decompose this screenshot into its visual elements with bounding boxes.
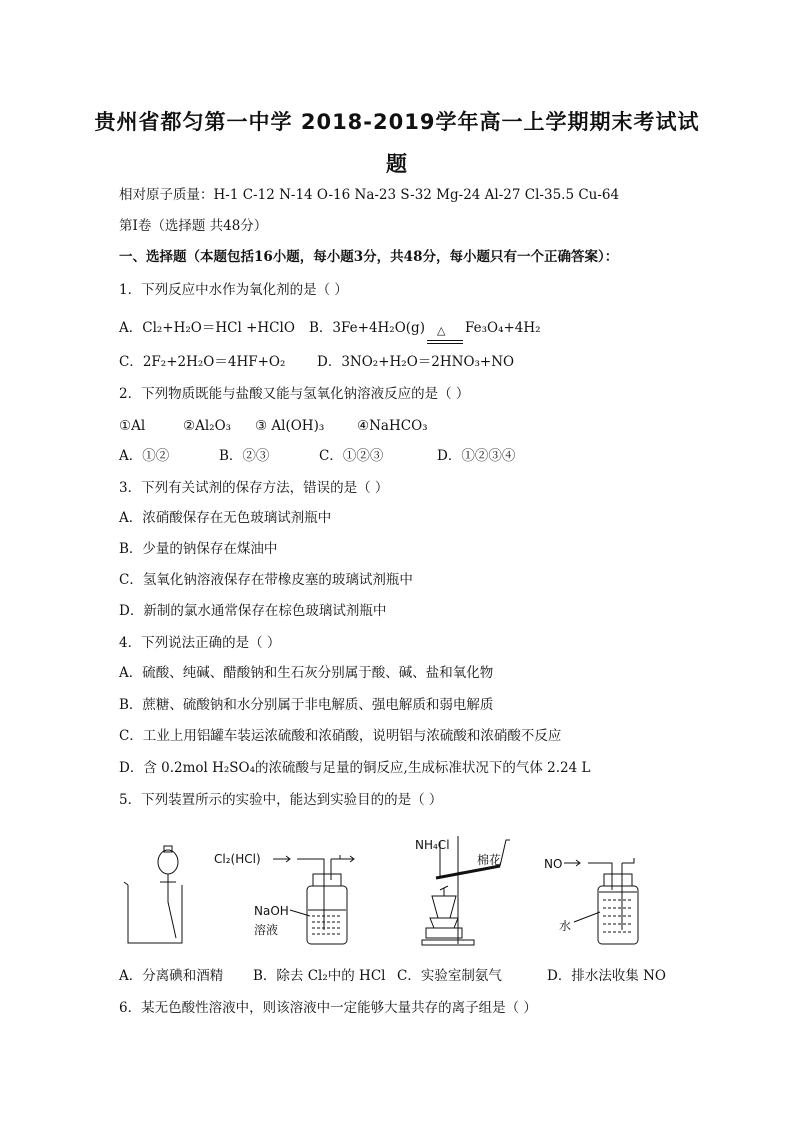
heat-symbol: △ xyxy=(436,324,446,337)
q3-option-b: B．少量的钠保存在煤油中 xyxy=(119,541,278,557)
q3-option-a: A．浓硝酸保存在无色玻璃试剂瓶中 xyxy=(119,510,332,526)
q2-item: ④NaHCO₃ xyxy=(357,418,428,434)
q5-option-a: A．分离碘和酒精 xyxy=(119,968,224,984)
q5-option-d: D．排水法收集 NO xyxy=(547,968,666,984)
page-title: 贵州省都匀第一中学 2018-2019学年高一上学期期末考试试 xyxy=(94,110,700,134)
question-1-stem: 1．下列反应中水作为氧化剂的是（ ） xyxy=(119,282,348,298)
q1-option-b xyxy=(309,319,541,337)
page-title-continued: 题 xyxy=(386,152,408,176)
q4-option-d: D．含 0.2mol H₂SO₄的浓硫酸与足量的铜反应,生成标准状况下的气体 2.24 L xyxy=(119,760,591,776)
q2-item: ③ Al(OH)₃ xyxy=(255,418,325,434)
q2-option-c: C．①②③ xyxy=(319,448,384,464)
question-2-stem: 2．下列物质既能与盐酸又能与氢氧化钠溶液反应的是（ ） xyxy=(119,386,470,402)
q2-option-b: B．②③ xyxy=(219,448,270,464)
gas-collection-bottle xyxy=(564,858,638,944)
q3-option-d: D．新制的氯水通常保存在棕色玻璃试剂瓶中 xyxy=(119,603,387,619)
q5-option-c: C．实验室制氨气 xyxy=(397,968,502,984)
fig-label: NaOH xyxy=(254,904,289,918)
fig-label: 水 xyxy=(559,919,572,933)
q5-option-b: B．除去 Cl₂中的 HCl xyxy=(253,968,386,984)
q1-option-a: A．Cl₂+H₂O＝HCl +HClO xyxy=(119,320,295,336)
q4-option-a: A．硫酸、纯碱、醋酸钠和生石灰分别属于酸、碱、盐和氧化物 xyxy=(119,665,494,681)
q1-option-b-products: Fe₃O₄+4H₂ xyxy=(464,320,541,336)
q3-option-c: C．氢氧化钠溶液保存在带橡皮塞的玻璃试剂瓶中 xyxy=(119,572,413,588)
fig-label: 溶液 xyxy=(254,923,279,937)
question-4-stem: 4．下列说法正确的是（ ） xyxy=(119,635,281,651)
fig-label: 棉花 xyxy=(477,853,502,867)
q2-option-a: A．①② xyxy=(119,448,170,464)
fig-label: Cl₂(HCl) xyxy=(214,852,261,866)
q1-option-c: C．2F₂+2H₂O＝4HF+O₂ xyxy=(119,354,286,370)
fig-label: NH₄Cl xyxy=(415,838,450,852)
gas-washing-bottle-b xyxy=(273,855,354,944)
question-5-stem: 5．下列装置所示的实验中，能达到实验目的的是（ ） xyxy=(119,792,443,808)
q4-option-c: C．工业上用铝罐车装运浓硫酸和浓硝酸，说明铝与浓硫酸和浓硝酸不反应 xyxy=(119,728,562,744)
atomic-masses: 相对原子质量：H-1 C-12 N-14 O-16 Na-23 S-32 Mg-24 Al-27 Cl-35.5 Cu-64 xyxy=(119,187,620,203)
fig-label: NO xyxy=(544,857,563,871)
equals-bar xyxy=(427,340,463,344)
q2-option-d: D．①②③④ xyxy=(437,448,516,464)
part-header: 第Ⅰ卷（选择题 共48分） xyxy=(119,218,268,234)
q4-option-b: B．蔗糖、硫酸钠和水分别属于非电解质、强电解质和弱电解质 xyxy=(119,697,494,713)
q5-apparatus-figure xyxy=(110,830,670,950)
question-6-stem: 6．某无色酸性溶液中，则该溶液中一定能够大量共存的离子组是（ ） xyxy=(119,1000,537,1016)
q1-option-d: D．3NO₂+H₂O＝2HNO₃+NO xyxy=(317,354,515,370)
q2-item: ①Al xyxy=(119,418,146,434)
q1-option-b-reactants: B．3Fe+4H₂O(g) xyxy=(309,320,425,336)
q2-item: ②Al₂O₃ xyxy=(183,418,232,434)
section-header: 一、选择题（本题包括16小题，每小题3分，共48分，每小题只有一个正确答案）： xyxy=(119,249,619,265)
separatory-funnel-setup xyxy=(124,846,182,943)
question-3-stem: 3．下列有关试剂的保存方法，错误的是（ ） xyxy=(119,480,389,496)
